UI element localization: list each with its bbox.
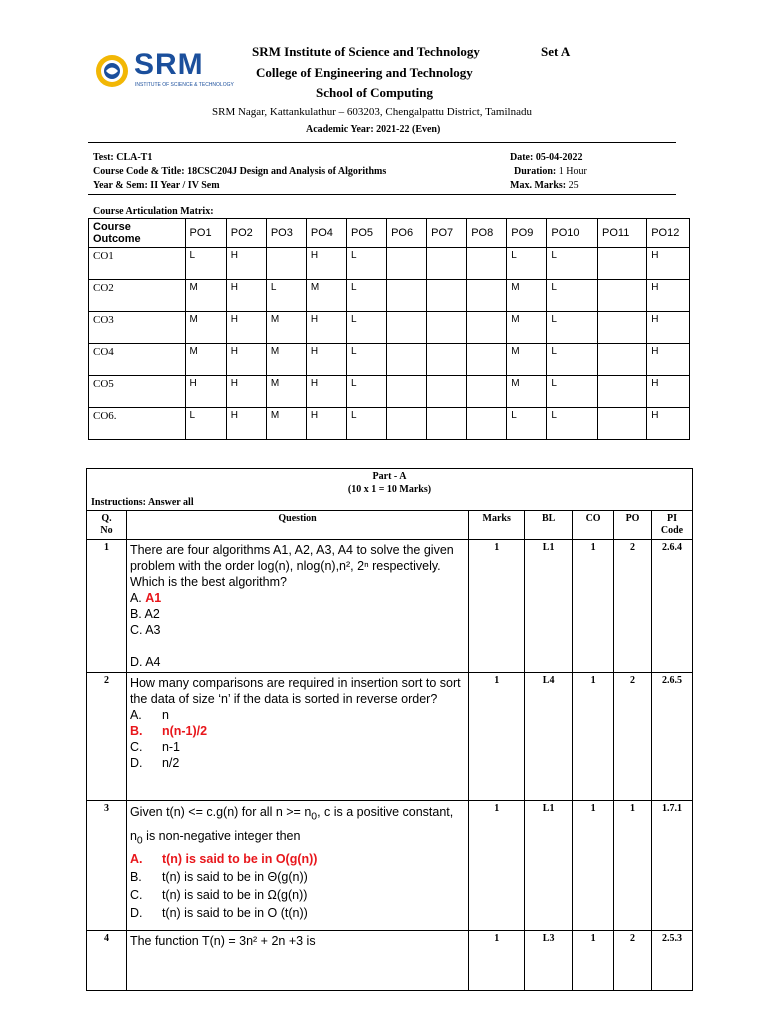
set-label: Set A [541, 44, 571, 59]
matrix-cell: M [185, 344, 226, 376]
col-qno [87, 511, 127, 540]
matrix-cell [387, 312, 427, 344]
matrix-cell [427, 312, 467, 344]
option-c: C. A3 [129, 623, 161, 637]
matrix-cell: H [226, 344, 266, 376]
question-cell [126, 931, 468, 991]
matrix-cell [427, 280, 467, 312]
option-d: D. A4 [129, 655, 161, 669]
matrix-row [89, 376, 690, 408]
option-a-correct [130, 850, 465, 868]
year-sem: Year & Sem: II Year / IV Sem [93, 180, 220, 191]
matrix-cell: L [185, 408, 226, 440]
col-pi [651, 511, 692, 540]
matrix-header-cell: PO7 [427, 219, 467, 248]
matrix-cell: H [306, 408, 346, 440]
matrix-header-cell: PO11 [598, 219, 647, 248]
option-value: n/2 [161, 756, 180, 770]
matrix-cell [598, 408, 647, 440]
logo-subtext: INSTITUTE OF SCIENCE & TECHNOLOGY [135, 82, 234, 88]
pi-code: 2.6.5 [651, 673, 692, 801]
question-row [87, 540, 693, 673]
matrix-cell: M [185, 312, 226, 344]
option-a [130, 590, 465, 606]
question-text-part: is non-negative integer then [142, 828, 301, 843]
program-outcome: 1 [614, 801, 652, 931]
option-key: C. [129, 740, 143, 754]
pi-code: 1.7.1 [651, 801, 692, 931]
matrix-cell: L [346, 344, 386, 376]
option-a [130, 707, 465, 723]
course-outcome: 1 [573, 673, 614, 801]
option-value: t(n) is said to be in O (t(n)) [161, 906, 308, 920]
matrix-cell: L [547, 280, 598, 312]
col-marks: Marks [469, 511, 525, 540]
matrix-cell: H [306, 344, 346, 376]
matrix-cell [467, 248, 507, 280]
option-b [130, 868, 465, 886]
matrix-cell: H [226, 408, 266, 440]
col-bl: BL [525, 511, 573, 540]
option-c [130, 886, 465, 904]
matrix-cell: M [507, 376, 547, 408]
matrix-cell [598, 312, 647, 344]
articulation-matrix [88, 218, 690, 440]
matrix-cell: H [647, 312, 690, 344]
college-name: College of Engineering and Technology [256, 65, 473, 80]
option-value: t(n) is said to be in O(g(n)) [161, 852, 318, 866]
matrix-cell: L [346, 280, 386, 312]
matrix-cell [387, 248, 427, 280]
matrix-row [89, 248, 690, 280]
matrix-cell: M [266, 408, 306, 440]
program-outcome: 2 [614, 540, 652, 673]
matrix-cell [387, 344, 427, 376]
bloom-level: L3 [525, 931, 573, 991]
matrix-header-cell: PO3 [266, 219, 306, 248]
matrix-cell [467, 312, 507, 344]
matrix-cell: M [266, 312, 306, 344]
matrix-cell: H [647, 376, 690, 408]
matrix-header-cell: PO1 [185, 219, 226, 248]
matrix-co-label: CO5 [89, 376, 186, 408]
matrix-header-cell: PO2 [226, 219, 266, 248]
matrix-co-label: CO4 [89, 344, 186, 376]
question-text: The function T(n) = 3n² + 2n +3 is [129, 934, 316, 948]
option-value: t(n) is said to be in Θ(g(n)) [161, 870, 308, 884]
question-no: 1 [87, 540, 127, 673]
matrix-header-cell: PO10 [547, 219, 598, 248]
col-question: Question [126, 511, 468, 540]
matrix-cell [427, 344, 467, 376]
marks: 1 [469, 801, 525, 931]
matrix-cell: L [507, 408, 547, 440]
school-name: School of Computing [316, 85, 434, 100]
matrix-cell: M [185, 280, 226, 312]
matrix-cell [427, 248, 467, 280]
divider-bottom [88, 194, 676, 195]
col-pi-line1: PI [666, 513, 677, 524]
matrix-header-cell: PO4 [306, 219, 346, 248]
matrix-cell: H [226, 248, 266, 280]
option-d [130, 755, 465, 771]
marks: 1 [469, 673, 525, 801]
matrix-cell: L [346, 248, 386, 280]
course-outcome: 1 [573, 540, 614, 673]
question-text: There are four algorithms A1, A2, A3, A4 to solve the given problem with the order log(n), nlog(n),n², 2ⁿ respectively. Which is the best algorithm? [129, 543, 454, 589]
matrix-cell: H [306, 312, 346, 344]
matrix-cell: H [226, 312, 266, 344]
col-qno-line2: No [100, 525, 113, 536]
matrix-header-cell: PO9 [507, 219, 547, 248]
option-c [130, 739, 465, 755]
matrix-cell: L [185, 248, 226, 280]
matrix-title: Course Articulation Matrix: [93, 206, 214, 217]
bloom-level: L1 [525, 540, 573, 673]
option-key: C. [129, 888, 143, 902]
program-outcome: 2 [614, 931, 652, 991]
option-value: n [161, 708, 169, 722]
matrix-cell: L [346, 376, 386, 408]
matrix-cell: L [266, 280, 306, 312]
question-cell [126, 801, 468, 931]
question-text [130, 803, 465, 850]
option-key: B. [129, 724, 143, 738]
matrix-header-cell: PO5 [346, 219, 386, 248]
question-no: 3 [87, 801, 127, 931]
matrix-co-label: CO6. [89, 408, 186, 440]
matrix-cell: H [647, 344, 690, 376]
matrix-cell: L [547, 312, 598, 344]
option-b-correct [130, 723, 465, 739]
matrix-cell [598, 280, 647, 312]
duration [514, 166, 587, 177]
matrix-cell: H [306, 248, 346, 280]
option-b: B. A2 [129, 607, 160, 621]
matrix-cell: L [547, 248, 598, 280]
matrix-cell [427, 376, 467, 408]
question-text-part: , c is a positive constant, n [129, 805, 454, 843]
duration-value: 1 Hour [558, 166, 587, 177]
part-a-instructions: Instructions: Answer all [91, 497, 194, 508]
test-date: Date: 05-04-2022 [510, 152, 583, 163]
part-a-subtitle: (10 x 1 = 10 Marks) [347, 484, 432, 495]
option-key: B. [129, 870, 142, 884]
matrix-cell: H [226, 376, 266, 408]
question-cell [126, 673, 468, 801]
question-no: 4 [87, 931, 127, 991]
matrix-header-cell: PO12 [647, 219, 690, 248]
part-a-table [86, 468, 693, 991]
option-key: D. [129, 756, 143, 770]
col-po: PO [614, 511, 652, 540]
option-value: t(n) is said to be in Ω(g(n)) [161, 888, 308, 902]
matrix-cell [467, 344, 507, 376]
matrix-cell: L [547, 376, 598, 408]
matrix-cell [387, 376, 427, 408]
matrix-cell [598, 344, 647, 376]
col-co: CO [573, 511, 614, 540]
option-value: n(n-1)/2 [161, 724, 208, 738]
matrix-cell: M [507, 280, 547, 312]
matrix-cell: M [306, 280, 346, 312]
matrix-cell: H [226, 280, 266, 312]
matrix-cell [467, 376, 507, 408]
max-marks-value: 25 [568, 180, 579, 191]
subscript: 0 [136, 835, 143, 846]
program-outcome: 2 [614, 673, 652, 801]
question-no: 2 [87, 673, 127, 801]
test-label: Test: CLA-T1 [93, 152, 153, 163]
marks: 1 [469, 931, 525, 991]
option-value: n-1 [161, 740, 181, 754]
matrix-row [89, 312, 690, 344]
max-marks-label: Max. Marks: [510, 180, 567, 191]
matrix-cell [387, 280, 427, 312]
option-key: A. [129, 591, 142, 605]
matrix-header-cell: PO6 [387, 219, 427, 248]
question-text: How many comparisons are required in insertion sort to sort the data of size ‘n’ if the data is sorted in reverse order? [129, 676, 461, 706]
question-row [87, 801, 693, 931]
question-text-part: Given t(n) <= c.g(n) for all n >= n [129, 805, 312, 819]
option-key: A. [129, 852, 143, 866]
matrix-co-label: CO1 [89, 248, 186, 280]
course-outcome: 1 [573, 801, 614, 931]
subscript: 0 [311, 811, 318, 823]
marks: 1 [469, 540, 525, 673]
matrix-cell: M [507, 312, 547, 344]
divider-top [88, 142, 676, 143]
matrix-cell: M [266, 344, 306, 376]
option-key: A. [129, 708, 142, 722]
max-marks [510, 180, 579, 191]
col-qno-line1: Q. [101, 513, 112, 524]
matrix-row [89, 408, 690, 440]
institute-name: SRM Institute of Science and Technology [252, 44, 480, 59]
question-row [87, 931, 693, 991]
part-a-title: Part - A [372, 471, 407, 482]
question-row [87, 673, 693, 801]
bloom-level: L1 [525, 801, 573, 931]
duration-label: Duration: [514, 166, 557, 177]
matrix-cell: H [647, 248, 690, 280]
course-outcome: 1 [573, 931, 614, 991]
matrix-header-cell: PO8 [467, 219, 507, 248]
matrix-row [89, 344, 690, 376]
matrix-cell: H [185, 376, 226, 408]
logo-wordmark: SRM [134, 48, 204, 81]
col-pi-line2: Code [660, 525, 684, 536]
matrix-cell [598, 248, 647, 280]
matrix-cell: L [547, 408, 598, 440]
matrix-cell [467, 280, 507, 312]
pi-code: 2.6.4 [651, 540, 692, 673]
bloom-level: L4 [525, 673, 573, 801]
matrix-cell [387, 408, 427, 440]
matrix-cell: L [346, 312, 386, 344]
address: SRM Nagar, Kattankulathur – 603203, Chengalpattu District, Tamilnadu [212, 106, 532, 118]
matrix-cell: H [647, 408, 690, 440]
matrix-header-cell: Course Outcome [89, 219, 186, 248]
matrix-row [89, 280, 690, 312]
matrix-co-label: CO2 [89, 280, 186, 312]
matrix-cell: M [507, 344, 547, 376]
matrix-cell [598, 376, 647, 408]
matrix-cell: M [266, 376, 306, 408]
matrix-header-row [89, 219, 690, 248]
correct-answer: A1 [145, 591, 162, 605]
question-cell [126, 540, 468, 673]
matrix-cell [467, 408, 507, 440]
matrix-cell: L [346, 408, 386, 440]
srm-logo [92, 48, 234, 94]
matrix-co-label: CO3 [89, 312, 186, 344]
option-key: D. [129, 906, 143, 920]
course-title: Course Code & Title: 18CSC204J Design and Analysis of Algorithms [93, 166, 387, 177]
matrix-cell: L [507, 248, 547, 280]
matrix-cell: L [547, 344, 598, 376]
academic-year: Academic Year: 2021-22 (Even) [306, 124, 441, 135]
matrix-cell [266, 248, 306, 280]
part-a-header [87, 469, 693, 511]
pi-code: 2.5.3 [651, 931, 692, 991]
matrix-cell: H [306, 376, 346, 408]
matrix-cell: H [647, 280, 690, 312]
matrix-cell [427, 408, 467, 440]
option-d [130, 904, 465, 922]
